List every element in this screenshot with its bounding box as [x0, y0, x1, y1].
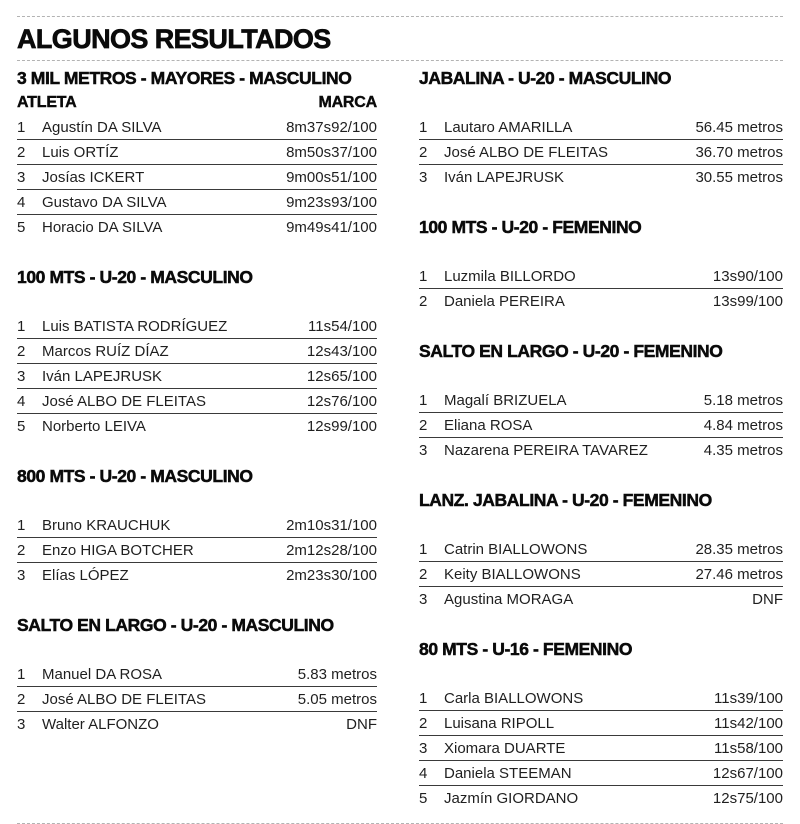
- left-column: [17, 61, 377, 737]
- athlete-name: Carla BIALLOWONS: [444, 689, 584, 707]
- result-row: [419, 115, 783, 140]
- athlete-column-header: ATLETA: [17, 94, 77, 111]
- rank-number: 2: [17, 342, 26, 360]
- section-rows: [17, 513, 377, 588]
- athlete-name: Luisana RIPOLL: [444, 714, 555, 732]
- section-rows: [17, 662, 377, 737]
- athlete-name: Luis BATISTA RODRÍGUEZ: [42, 317, 228, 335]
- result-row: [17, 314, 377, 339]
- result-row: [419, 438, 783, 463]
- section-title: 100 MTS - U-20 - FEMENINO: [419, 217, 642, 237]
- result-row: [419, 562, 783, 587]
- rank-number: 3: [419, 591, 428, 608]
- section-rows: [419, 264, 783, 314]
- result-row: [17, 190, 377, 215]
- result-row: [17, 115, 377, 140]
- results-columns: [17, 61, 783, 811]
- results-section: [419, 640, 783, 811]
- rank-number: 1: [419, 267, 428, 285]
- athlete-name: Luzmila BILLORDO: [444, 267, 576, 285]
- result-row: [419, 587, 783, 612]
- mark-value: 9m49s41/100: [286, 219, 377, 236]
- athlete-name: Xiomara DUARTE: [444, 739, 566, 757]
- section-rows: [419, 537, 783, 612]
- mark-value: 30.55 metros: [695, 169, 783, 186]
- athlete-name: Walter ALFONZO: [42, 716, 159, 733]
- result-row: [17, 414, 377, 439]
- rank-number: 2: [419, 416, 428, 434]
- column-headers: [419, 94, 783, 112]
- column-headers: [419, 367, 783, 385]
- rank-number: 2: [419, 143, 428, 161]
- athlete-name: Daniela PEREIRA: [444, 293, 565, 310]
- rank-number: 3: [17, 168, 26, 186]
- rank-number: 2: [17, 143, 26, 161]
- athlete-name: Josías ICKERT: [42, 168, 145, 186]
- athlete-name: Magalí BRIZUELA: [444, 391, 567, 409]
- mark-value: 12s65/100: [306, 367, 377, 385]
- athlete-name: Eliana ROSA: [444, 416, 533, 434]
- mark-value: 5.18 metros: [703, 391, 783, 409]
- result-row: [419, 264, 783, 289]
- section-title: 80 MTS - U-16 - FEMENINO: [419, 639, 633, 659]
- result-row: [17, 538, 377, 563]
- results-section: [419, 491, 783, 612]
- rank-number: 3: [419, 739, 428, 757]
- mark-value: 27.46 metros: [695, 565, 783, 583]
- mark-value: 12s67/100: [712, 764, 783, 782]
- result-row: [17, 712, 377, 737]
- rank-number: 3: [419, 442, 428, 459]
- athlete-name: Nazarena PEREIRA TAVAREZ: [444, 442, 648, 459]
- column-headers: [419, 243, 783, 261]
- results-section: [419, 218, 783, 314]
- rank-number: 2: [419, 293, 428, 310]
- section-rows: [419, 115, 783, 190]
- column-headers: [17, 492, 377, 510]
- rank-number: 1: [419, 689, 428, 707]
- results-section: [17, 69, 377, 240]
- mark-value: 36.70 metros: [695, 143, 783, 161]
- section-rows: [17, 115, 377, 240]
- mark-value: 2m10s31/100: [286, 516, 377, 534]
- rank-number: 1: [419, 540, 428, 558]
- mark-value: 5.05 metros: [297, 690, 377, 708]
- mark-value: 9m23s93/100: [286, 193, 377, 211]
- section-title: JABALINA - U-20 - MASCULINO: [419, 68, 672, 88]
- section-title: 100 MTS - U-20 - MASCULINO: [17, 267, 253, 287]
- result-row: [17, 339, 377, 364]
- rank-number: 3: [17, 716, 26, 733]
- athlete-name: José ALBO DE FLEITAS: [42, 392, 206, 410]
- mark-value: 2m23s30/100: [286, 567, 377, 584]
- results-section: [419, 69, 783, 190]
- athlete-name: Iván LAPEJRUSK: [42, 367, 163, 385]
- section-title: 800 MTS - U-20 - MASCULINO: [17, 466, 253, 486]
- athlete-name: Agustín DA SILVA: [42, 118, 162, 136]
- mark-value: 9m00s51/100: [286, 168, 377, 186]
- mark-value: 12s76/100: [306, 392, 377, 410]
- athlete-name: Agustina MORAGA: [444, 591, 574, 608]
- rank-number: 2: [17, 690, 26, 708]
- athlete-name: Catrin BIALLOWONS: [444, 540, 588, 558]
- athlete-name: Iván LAPEJRUSK: [444, 169, 565, 186]
- rank-number: 1: [17, 118, 26, 136]
- mark-value: 11s39/100: [714, 689, 783, 707]
- result-row: [17, 165, 377, 190]
- results-section: [17, 268, 377, 439]
- rank-number: 4: [17, 193, 26, 211]
- right-column: [419, 61, 783, 811]
- mark-value: 11s42/100: [714, 714, 783, 732]
- results-section: [17, 467, 377, 588]
- result-row: [419, 388, 783, 413]
- section-title: LANZ. JABALINA - U-20 - FEMENINO: [419, 490, 712, 510]
- athlete-name: Keity BIALLOWONS: [444, 565, 581, 583]
- athlete-name: Norberto LEIVA: [42, 418, 146, 435]
- result-row: [419, 140, 783, 165]
- athlete-name: Jazmín GIORDANO: [444, 790, 579, 807]
- section-title: SALTO EN LARGO - U-20 - FEMENINO: [419, 341, 723, 361]
- result-row: [17, 513, 377, 538]
- section-title: SALTO EN LARGO - U-20 - MASCULINO: [17, 615, 334, 635]
- athlete-name: José ALBO DE FLEITAS: [444, 143, 608, 161]
- rank-number: 1: [17, 665, 26, 683]
- result-row: [419, 165, 783, 190]
- result-row: [17, 687, 377, 712]
- column-headers: [419, 516, 783, 534]
- mark-value: 13s90/100: [712, 267, 783, 285]
- athlete-name: Manuel DA ROSA: [42, 665, 163, 683]
- rank-number: 4: [419, 764, 428, 782]
- page-title: ALGUNOS RESULTADOS: [17, 24, 331, 54]
- result-row: [419, 686, 783, 711]
- rank-number: 3: [419, 169, 428, 186]
- athlete-name: Elías LÓPEZ: [42, 567, 129, 584]
- rank-number: 2: [419, 714, 428, 732]
- result-row: [17, 140, 377, 165]
- mark-value: 4.84 metros: [703, 416, 783, 434]
- section-rows: [419, 388, 783, 463]
- athlete-name: Daniela STEEMAN: [444, 764, 572, 782]
- rank-number: 1: [419, 391, 428, 409]
- mark-value: 11s58/100: [714, 739, 783, 757]
- top-dashed-divider: [17, 16, 783, 17]
- result-row: [419, 786, 783, 811]
- athlete-name: Gustavo DA SILVA: [42, 193, 167, 211]
- rank-number: 5: [17, 418, 26, 435]
- mark-value: 28.35 metros: [695, 540, 783, 558]
- mark-value: 8m50s37/100: [286, 143, 377, 161]
- result-row: [419, 537, 783, 562]
- athlete-name: Lautaro AMARILLA: [444, 118, 573, 136]
- mark-value: 12s75/100: [712, 790, 783, 807]
- athlete-name: José ALBO DE FLEITAS: [42, 690, 206, 708]
- athlete-name: Bruno KRAUCHUK: [42, 516, 171, 534]
- mark-column-header: MARCA: [318, 94, 377, 111]
- mark-value: 12s43/100: [306, 342, 377, 360]
- column-headers: [17, 94, 377, 112]
- athlete-name: Marcos RUÍZ DÍAZ: [42, 342, 169, 360]
- section-rows: [17, 314, 377, 439]
- rank-number: 3: [17, 367, 26, 385]
- athlete-name: Horacio DA SILVA: [42, 219, 163, 236]
- result-row: [419, 711, 783, 736]
- result-row: [419, 761, 783, 786]
- rank-number: 2: [17, 541, 26, 559]
- column-headers: [17, 641, 377, 659]
- section-title: 3 MIL METROS - MAYORES - MASCULINO: [17, 68, 352, 88]
- rank-number: 4: [17, 392, 26, 410]
- result-row: [419, 413, 783, 438]
- mark-value: 12s99/100: [306, 418, 377, 435]
- mark-value: 2m12s28/100: [286, 541, 377, 559]
- rank-number: 1: [419, 118, 428, 136]
- result-row: [17, 364, 377, 389]
- rank-number: 5: [419, 790, 428, 807]
- athlete-name: Luis ORTÍZ: [42, 143, 119, 161]
- result-row: [17, 389, 377, 414]
- column-headers: [17, 293, 377, 311]
- mark-value: DNF: [752, 591, 783, 608]
- mark-value: DNF: [346, 716, 377, 733]
- result-row: [17, 215, 377, 240]
- result-row: [17, 662, 377, 687]
- results-page: [0, 16, 800, 824]
- rank-number: 1: [17, 317, 26, 335]
- result-row: [419, 289, 783, 314]
- rank-number: 5: [17, 219, 26, 236]
- mark-value: 8m37s92/100: [286, 118, 377, 136]
- mark-value: 5.83 metros: [297, 665, 377, 683]
- athlete-name: Enzo HIGA BOTCHER: [42, 541, 194, 559]
- rank-number: 1: [17, 516, 26, 534]
- result-row: [17, 563, 377, 588]
- results-section: [419, 342, 783, 463]
- mark-value: 13s99/100: [712, 293, 783, 310]
- mark-value: 11s54/100: [308, 317, 377, 335]
- rank-number: 2: [419, 565, 428, 583]
- results-section: [17, 616, 377, 737]
- mark-value: 56.45 metros: [695, 118, 783, 136]
- mark-value: 4.35 metros: [703, 442, 783, 459]
- column-headers: [419, 665, 783, 683]
- rank-number: 3: [17, 567, 26, 584]
